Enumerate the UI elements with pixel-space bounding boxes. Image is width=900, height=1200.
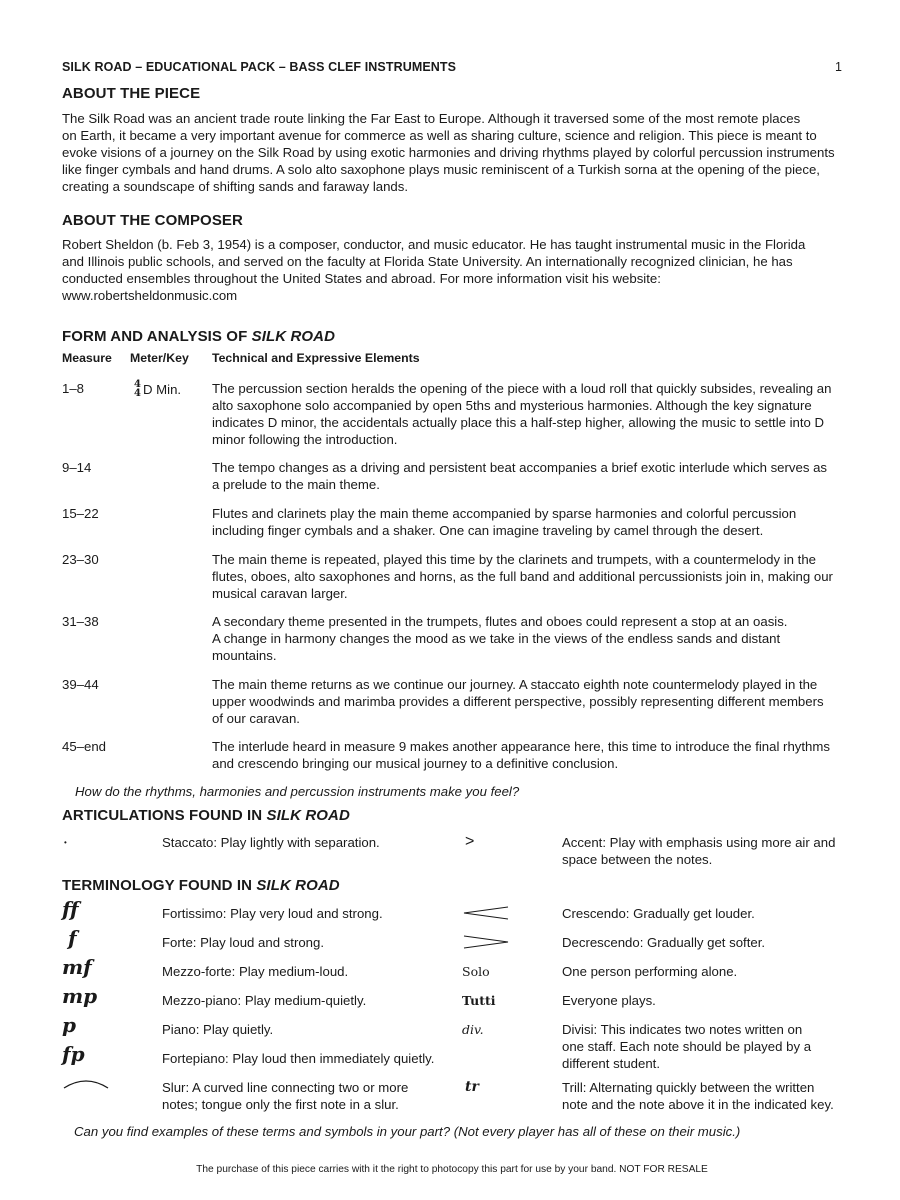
staccato-text: Staccato: Play lightly with separation. bbox=[162, 835, 380, 850]
text-line: The tempo changes as a driving and persistent beat accompanies a brief exotic interlude which serves as bbox=[212, 460, 828, 475]
text-line: and crescendo bringing our musical journey to a definitive conclusion. bbox=[212, 756, 619, 771]
text-line: notes; tongue only the first note in a slur. bbox=[162, 1097, 399, 1112]
fortissimo-icon: ff bbox=[62, 897, 79, 921]
accent-text bbox=[562, 834, 842, 868]
piece-title: SILK ROAD bbox=[266, 807, 350, 824]
tutti-label: Tutti bbox=[462, 993, 496, 1008]
text-line: evoke visions of a journey on the Silk Road by using exotic harmonies and driving rhythms played by colorful percussion instruments bbox=[62, 145, 835, 160]
text-line: space between the notes. bbox=[562, 852, 713, 867]
text-line: Flutes and clarinets play the main theme accompanied by sparse harmonies and colorful percussion bbox=[212, 506, 797, 521]
text-line: conducted ensembles throughout the United States and abroad. For more information visit his website: bbox=[62, 271, 661, 286]
about-piece-heading: ABOUT THE PIECE bbox=[62, 85, 201, 102]
elements-cell bbox=[212, 613, 842, 664]
slur-icon bbox=[62, 1075, 112, 1091]
forte-text: Forte: Play loud and strong. bbox=[162, 935, 325, 950]
text-line: Accent: Play with emphasis using more air and bbox=[562, 835, 836, 850]
text-line: The percussion section heralds the opening of the piece with a loud roll that quickly subsides, revealing an bbox=[212, 381, 832, 396]
piece-title: SILK ROAD bbox=[251, 328, 336, 345]
col-elements: Technical and Expressive Elements bbox=[212, 351, 420, 365]
page-footer: The purchase of this piece carries with it the right to photocopy this part for use by your band. NOT FOR RESALE bbox=[196, 1164, 708, 1175]
text-line: musical caravan larger. bbox=[212, 586, 348, 601]
elements-cell bbox=[212, 551, 842, 602]
time-signature bbox=[134, 381, 141, 399]
crescendo-text: Crescendo: Gradually get louder. bbox=[562, 906, 755, 921]
text-line: flutes, oboes, alto saxophones and horns, as the full band and additional percussionists join in, making our bbox=[212, 569, 833, 584]
text-line: mountains. bbox=[212, 648, 277, 663]
divisi-label: div. bbox=[462, 1022, 484, 1037]
measure-cell: 1–8 bbox=[62, 381, 85, 396]
about-piece-text bbox=[62, 110, 842, 195]
text-line: upper woodwinds and marimba provides a different perspective, possibly representing different members bbox=[212, 694, 824, 709]
slur-text bbox=[162, 1079, 452, 1113]
text-line: one staff. Each note should be played by a bbox=[562, 1039, 812, 1054]
time-sig-bottom: 4 bbox=[134, 388, 141, 399]
text-line: note and the note above it in the indicated key. bbox=[562, 1097, 834, 1112]
text-line: alto saxophone solo accompanied by open 5ths and mysterious harmonies. Although the key signature bbox=[212, 398, 812, 413]
text-line: Trill: Alternating quickly between the written bbox=[562, 1080, 815, 1095]
divisi-text bbox=[562, 1021, 842, 1072]
piano-text: Piano: Play quietly. bbox=[162, 1022, 274, 1037]
text-line: A change in harmony changes the mood as we take in the views of the endless sands and distant bbox=[212, 631, 781, 646]
articulations-heading bbox=[62, 807, 842, 824]
col-meter-key: Meter/Key bbox=[130, 351, 189, 365]
trill-icon: tr bbox=[465, 1079, 479, 1095]
heading-prefix: TERMINOLOGY FOUND IN bbox=[62, 877, 257, 894]
solo-label: Solo bbox=[462, 964, 490, 979]
measure-cell: 39–44 bbox=[62, 677, 99, 692]
text-line: of our caravan. bbox=[212, 711, 300, 726]
text-line: Robert Sheldon (b. Feb 3, 1954) is a composer, conductor, and music educator. He has taught instrumental music in the Florida bbox=[62, 237, 806, 252]
website-text: www.robertsheldonmusic.com bbox=[62, 288, 238, 303]
staccato-icon: • bbox=[64, 838, 67, 847]
terminology-heading bbox=[62, 877, 842, 894]
meter-key-cell bbox=[134, 380, 181, 399]
text-line: minor following the introduction. bbox=[212, 432, 398, 447]
text-line: The Silk Road was an ancient trade route linking the Far East to Europe. Although it traversed some of the most remote places bbox=[62, 111, 801, 126]
text-line: and Illinois public schools, and served on the faculty at Florida State University. An internationally recognized clinician, he has bbox=[62, 254, 793, 269]
mezzo-forte-text: Mezzo-forte: Play medium-loud. bbox=[162, 964, 349, 979]
text-line: Slur: A curved line connecting two or more bbox=[162, 1080, 409, 1095]
trill-text bbox=[562, 1079, 842, 1113]
elements-cell bbox=[212, 738, 842, 772]
solo-text: One person performing alone. bbox=[562, 964, 738, 979]
page-header bbox=[62, 60, 842, 74]
text-line: Divisi: This indicates two notes written on bbox=[562, 1022, 803, 1037]
form-question: How do the rhythms, harmonies and percussion instruments make you feel? bbox=[75, 784, 520, 799]
elements-cell bbox=[212, 459, 842, 493]
elements-cell bbox=[212, 505, 842, 539]
measure-cell: 31–38 bbox=[62, 614, 99, 629]
fortissimo-text: Fortissimo: Play very loud and strong. bbox=[162, 906, 383, 921]
mezzo-piano-text: Mezzo-piano: Play medium-quietly. bbox=[162, 993, 367, 1008]
decrescendo-hairpin-icon bbox=[462, 934, 510, 950]
key-label: D Min. bbox=[142, 382, 182, 397]
piece-title: SILK ROAD bbox=[256, 877, 340, 894]
text-line: on Earth, it became a very important avenue for commerce as well as sharing culture, science and religion. This piece is meant to bbox=[62, 128, 817, 143]
fortepiano-text: Fortepiano: Play loud then immediately quietly. bbox=[162, 1051, 435, 1066]
fortepiano-icon: fp bbox=[62, 1042, 85, 1066]
elements-cell bbox=[212, 676, 842, 727]
heading-prefix: FORM AND ANALYSIS OF bbox=[62, 328, 252, 345]
tutti-text: Everyone plays. bbox=[562, 993, 656, 1008]
mezzo-piano-icon: mp bbox=[62, 984, 98, 1008]
text-line: The main theme is repeated, played this time by the clarinets and trumpets, with a countermelody in the bbox=[212, 552, 817, 567]
text-line: indicates D minor, the accidentals actually place this a half-step higher, allowing the music to settle into D bbox=[212, 415, 825, 430]
terminology-question: Can you find examples of these terms and symbols in your part? (Not every player has all of these on their music.) bbox=[74, 1124, 741, 1139]
text-line: different student. bbox=[562, 1056, 660, 1071]
page-number: 1 bbox=[834, 60, 842, 74]
accent-icon: > bbox=[465, 833, 475, 850]
text-line: A secondary theme presented in the trumpets, flutes and oboes could represent a stop at an oasis. bbox=[212, 614, 788, 629]
measure-cell: 45–end bbox=[62, 739, 107, 754]
decrescendo-text: Decrescendo: Gradually get softer. bbox=[562, 935, 766, 950]
crescendo-hairpin-icon bbox=[462, 905, 510, 921]
form-analysis-heading bbox=[62, 328, 842, 345]
measure-cell: 9–14 bbox=[62, 460, 92, 475]
header-title: SILK ROAD – EDUCATIONAL PACK – BASS CLEF INSTRUMENTS bbox=[62, 60, 457, 74]
heading-prefix: ARTICULATIONS FOUND IN bbox=[62, 807, 267, 824]
text-line: creating a soundscape of shifting sands and faraway lands. bbox=[62, 179, 409, 194]
about-composer-heading: ABOUT THE COMPOSER bbox=[62, 212, 243, 229]
time-sig-top: 4 bbox=[134, 379, 141, 390]
text-line: The main theme returns as we continue our journey. A staccato eighth note countermelody played in the bbox=[212, 677, 818, 692]
measure-cell: 23–30 bbox=[62, 552, 99, 567]
col-measure: Measure bbox=[62, 351, 112, 365]
about-composer-text bbox=[62, 236, 842, 304]
text-line: The interlude heard in measure 9 makes another appearance here, this time to introduce the final rhythms bbox=[212, 739, 830, 754]
text-line: like finger cymbals and hand drums. A solo alto saxophone plays music reminiscent of a Turkish sorna at the opening of the piece, bbox=[62, 162, 820, 177]
text-line: a prelude to the main theme. bbox=[212, 477, 380, 492]
mezzo-forte-icon: mf bbox=[62, 955, 92, 979]
text-line: including finger cymbals and a shaker. One can imagine traveling by camel through the desert. bbox=[212, 523, 764, 538]
measure-cell: 15–22 bbox=[62, 506, 99, 521]
piano-icon: p bbox=[62, 1013, 76, 1037]
forte-icon: f bbox=[68, 926, 77, 950]
elements-cell bbox=[212, 380, 842, 448]
